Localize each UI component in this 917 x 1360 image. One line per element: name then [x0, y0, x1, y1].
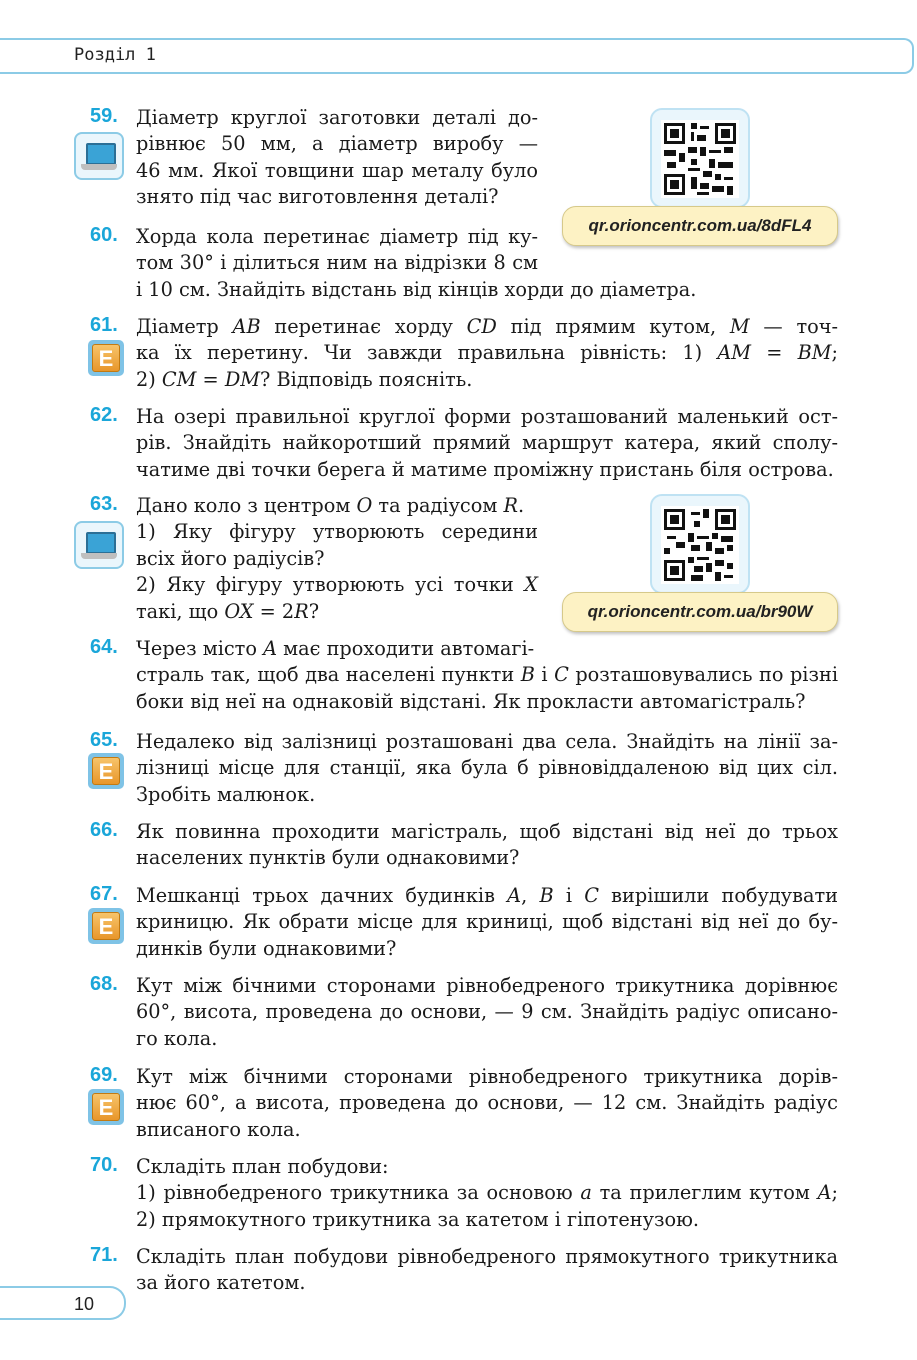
problem-line: Як повинна проходити магістраль, щоб відстані від неї до трьох — [136, 820, 838, 843]
problem-line: рів. Знайдіть найкоротший прямий маршрут катера, який сполу- — [136, 431, 838, 455]
problem-line: рівнює 50 мм, а діаметр виробу — — [136, 132, 538, 156]
laptop-icon — [74, 132, 124, 180]
e-badge-icon: E — [88, 340, 124, 376]
problem-number: 61. — [90, 314, 118, 336]
problem-line: 2) прямокутного трикутника за катетом і гіпотенузою. — [136, 1207, 700, 1231]
problem-line: Діаметр AB перетинає хорду CD під прямим кутом, M — точ- — [136, 315, 839, 338]
problem-line: 46 мм. Якої товщини шар металу було — [136, 158, 538, 182]
problem-line: том 30° і ділиться ним на відрізки 8 см — [136, 251, 538, 275]
problem-line: Кут між бічними сторонами рівнобедреного трикутника дорівнює — [136, 974, 838, 997]
problem-line: 60°, висота, проведена до основи, — 9 см. Знайдіть радіус описано- — [136, 1000, 838, 1024]
section-title: Розділ 1 — [74, 45, 156, 65]
problem-number: 60. — [90, 224, 118, 246]
problem-line: страль так, щоб два населені пункти B і C розташовувались по різні — [136, 663, 838, 687]
problem-number: 68. — [90, 973, 118, 995]
problem-line: Кут між бічними сторонами рівнобедреного трикутника дорів- — [136, 1065, 838, 1088]
problem-line: за його катетом. — [136, 1271, 306, 1295]
problem-number: 59. — [90, 105, 118, 127]
problem-line: нює 60°, а висота, проведена до основи, — 12 см. Знайдіть радіус — [136, 1091, 838, 1115]
problem-number: 64. — [90, 636, 118, 658]
problem-number: 70. — [90, 1154, 118, 1176]
page-number: 10 — [74, 1294, 95, 1314]
problem-number: 67. — [90, 883, 118, 905]
qr-code-icon[interactable] — [650, 108, 750, 208]
page-header — [0, 38, 917, 74]
qr-link[interactable]: qr.orioncentr.com.ua/br90W — [562, 592, 838, 632]
problem-line: го кола. — [136, 1026, 218, 1050]
problem-number: 66. — [90, 819, 118, 841]
problem-line: боки від неї на однаковій відстані. Як прокласти автомагістраль? — [136, 689, 806, 713]
problem-line: Зробіть малюнок. — [136, 782, 316, 806]
e-badge-icon: E — [88, 753, 124, 789]
qr-link[interactable]: qr.orioncentr.com.ua/8dFL4 — [562, 206, 838, 246]
problem-line: 1) Яку фігуру утворюють середини — [136, 520, 538, 544]
problem-line: ка їх перетину. Чи завжди правильна рівність: 1) AM = BM; — [136, 341, 838, 365]
page-number-tab — [0, 1286, 126, 1320]
problem-line: Через місто A має проходити автомагі- — [136, 637, 535, 660]
problem-line: Діаметр круглої заготовки деталі до- — [136, 106, 538, 129]
problem-line: і 10 см. Знайдіть відстань від кінців хорди до діаметра. — [136, 277, 697, 301]
problem-line: 2) Яку фігуру утворюють усі точки X — [136, 573, 538, 597]
problem-line: Складіть план побудови рівнобедреного прямокутного трикутника — [136, 1245, 838, 1268]
problem-line: Хорда кола перетинає діаметр під ку- — [136, 225, 538, 248]
problem-line: 2) CM = DM? Відповідь поясніть. — [136, 367, 473, 391]
problem-line: такі, що OX = 2R? — [136, 599, 320, 623]
problem-line: Мешканці трьох дачних будинків A, B і C вирішили побудувати — [136, 884, 838, 907]
qr-code-graphic — [661, 119, 739, 199]
problem-line: знято під час виготовлення деталі? — [136, 185, 499, 209]
e-badge-icon: E — [88, 908, 124, 944]
problem-line: Дано коло з центром O та радіусом R. — [136, 494, 525, 517]
problem-number: 69. — [90, 1064, 118, 1086]
problem-number: 71. — [90, 1244, 118, 1266]
laptop-icon — [74, 521, 124, 569]
problem-line: 1) рівнобедреного трикутника за основою a та прилеглим кутом A; — [136, 1181, 839, 1205]
problem-line: населених пунктів були однаковими? — [136, 846, 520, 870]
problem-number: 62. — [90, 404, 118, 426]
problem-line: всіх його радіусів? — [136, 546, 325, 570]
problem-line: чатиме дві точки берега й матиме проміжну пристань біля острова. — [136, 457, 834, 481]
problem-line: Складіть план побудови: — [136, 1155, 389, 1178]
problem-line: динків були однаковими? — [136, 936, 397, 960]
qr-code-icon[interactable] — [650, 494, 750, 594]
problem-number: 63. — [90, 493, 118, 515]
problem-line: Недалеко від залізниці розташовані два села. Знайдіть на лінії за- — [136, 730, 838, 753]
problem-number: 65. — [90, 729, 118, 751]
problem-line: вписаного кола. — [136, 1117, 301, 1141]
e-badge-icon: E — [88, 1089, 124, 1125]
problem-line: криницю. Як обрати місце для криниці, щоб відстані від неї до бу- — [136, 910, 838, 934]
problem-line: На озері правильної круглої форми розташований маленький ост- — [136, 405, 838, 428]
qr-code-graphic — [661, 505, 739, 585]
problem-line: лізниці місце для станції, яка була б рівновіддаленою від цих сіл. — [136, 756, 838, 780]
